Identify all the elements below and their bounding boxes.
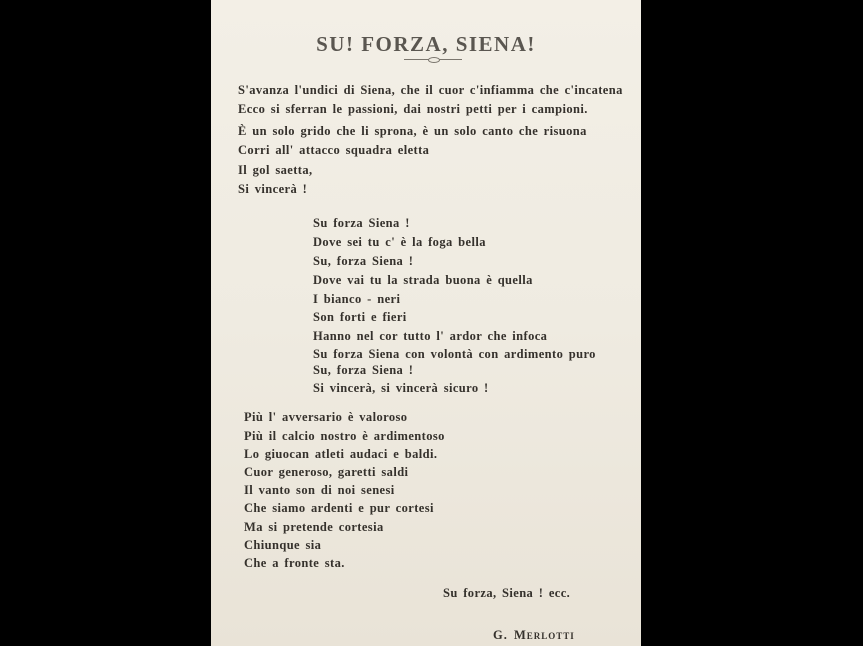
chorus-line: Hanno nel cor tutto l' ardor che infoca [313, 329, 548, 343]
chorus-line: Dove vai tu la strada buona è quella [313, 273, 533, 287]
verse-line: Cuor generoso, garetti saldi [244, 465, 409, 479]
verse-line: Si vincerà ! [238, 182, 308, 196]
chorus-line: Su forza Siena con volontà con ardimento puro [313, 347, 596, 361]
document-page [211, 0, 641, 646]
chorus-line: Su, forza Siena ! [313, 254, 414, 268]
verse-line: Chiunque sia [244, 538, 322, 552]
verse-line: Ma si pretende cortesia [244, 520, 384, 534]
chorus-line: Dove sei tu c' è la foga bella [313, 235, 486, 249]
verse-line: Che siamo ardenti e pur cortesi [244, 501, 434, 515]
verse-line: S'avanza l'undici di Siena, che il cuor c'infiamma che c'incatena [238, 83, 623, 97]
verse-line: Più il calcio nostro è ardimentoso [244, 429, 445, 443]
verse-line: Che a fronte sta. [244, 556, 345, 570]
chorus-line: Son forti e fieri [313, 310, 407, 324]
chorus-line: Su forza Siena ! [313, 216, 410, 230]
verse-line: Il vanto son di noi senesi [244, 483, 395, 497]
verse-line: Corri all' attacco squadra eletta [238, 143, 430, 157]
verse-line: Lo giuocan atleti audaci e baldi. [244, 447, 438, 461]
verse-line: Il gol saetta, [238, 163, 313, 177]
author-signature: G. Merlotti [493, 628, 575, 642]
chorus-line: I bianco - neri [313, 292, 401, 306]
chorus-line: Su, forza Siena ! [313, 363, 414, 377]
verse-line: Più l' avversario è valoroso [244, 410, 408, 424]
verse-line: Ecco si sferran le passioni, dai nostri petti per i campioni. [238, 102, 588, 116]
refrain-note: Su forza, Siena ! ecc. [443, 586, 571, 600]
song-title: SU! FORZA, SIENA! [316, 32, 536, 56]
verse-line: È un solo grido che li sprona, è un solo canto che risuona [238, 124, 587, 138]
title-ornament-divider [404, 59, 462, 60]
chorus-line: Si vincerà, si vincerà sicuro ! [313, 381, 489, 395]
